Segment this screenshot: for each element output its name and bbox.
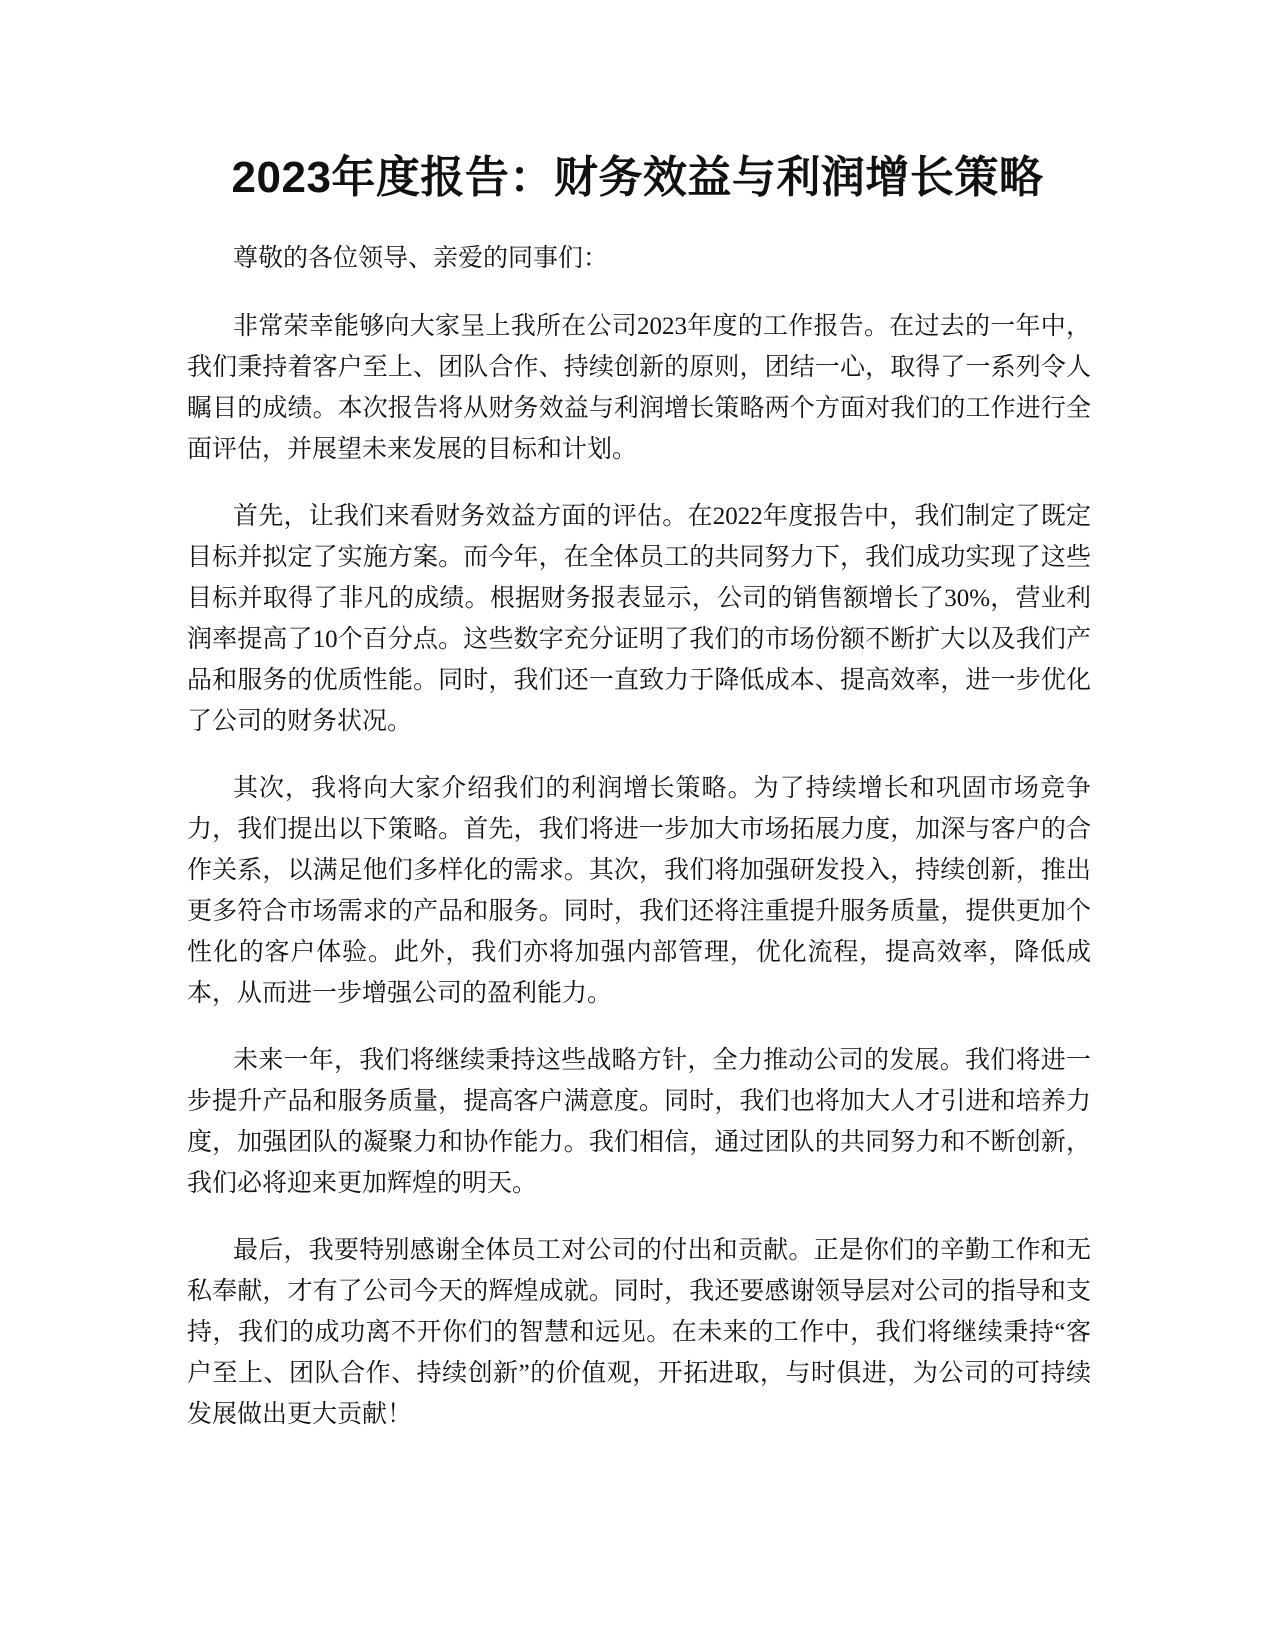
closing-thanks-paragraph: 最后，我要特别感谢全体员工对公司的付出和贡献。正是你们的辛勤工作和无私奉献，才有了公司今天的辉煌成就。同时，我还要感谢领导层对公司的指导和支持，我们的成功离不开你们的智慧和远见。在未来的工作中，我们将继续秉持“客户至上、团队合作、持续创新”的价值观，开拓进取，与时俱进，为公司的可持续发展做出更大贡献！ <box>187 1237 1091 1428</box>
financial-performance-paragraph: 首先，让我们来看财务效益方面的评估。在2022年度报告中，我们制定了既定目标并拟定了实施方案。而今年，在全体员工的共同努力下，我们成功实现了这些目标并取得了非凡的成绩。根据财务报表显示，公司的销售额增长了30%，营业利润率提高了10个百分点。这些数字充分证明了我们的市场份额不断扩大以及我们产品和服务的优质性能。同时，我们还一直致力于降低成本、提高效率，进一步优化了公司的财务状况。 <box>187 503 1091 735</box>
intro-paragraph: 非常荣幸能够向大家呈上我所在公司2023年度的工作报告。在过去的一年中，我们秉持着客户至上、团队合作、持续创新的原则，团结一心，取得了一系列令人瞩目的成绩。本次报告将从财务效益与利润增长策略两个方面对我们的工作进行全面评估，并展望未来发展的目标和计划。 <box>187 313 1091 463</box>
document-body <box>187 238 1091 1461</box>
greeting-paragraph: 尊敬的各位领导、亲爱的同事们： <box>233 245 609 272</box>
future-outlook-paragraph: 未来一年，我们将继续秉持这些战略方针，全力推动公司的发展。我们将进一步提升产品和服务质量，提高客户满意度。同时，我们也将加大人才引进和培养力度，加强团队的凝聚力和协作能力。我们相信，通过团队的共同努力和不断创新，我们必将迎来更加辉煌的明天。 <box>187 1047 1091 1197</box>
profit-growth-strategy-paragraph: 其次，我将向大家介绍我们的利润增长策略。为了持续增长和巩固市场竞争力，我们提出以下策略。首先，我们将进一步加大市场拓展力度，加深与客户的合作关系，以满足他们多样化的需求。其次，我们将加强研发投入，持续创新，推出更多符合市场需求的产品和服务。同时，我们还将注重提升服务质量，提供更加个性化的客户体验。此外，我们亦将加强内部管理，优化流程，提高效率，降低成本，从而进一步增强公司的盈利能力。 <box>187 775 1091 1007</box>
document-title: 2023年度报告：财务效益与利润增长策略 <box>231 153 1044 202</box>
